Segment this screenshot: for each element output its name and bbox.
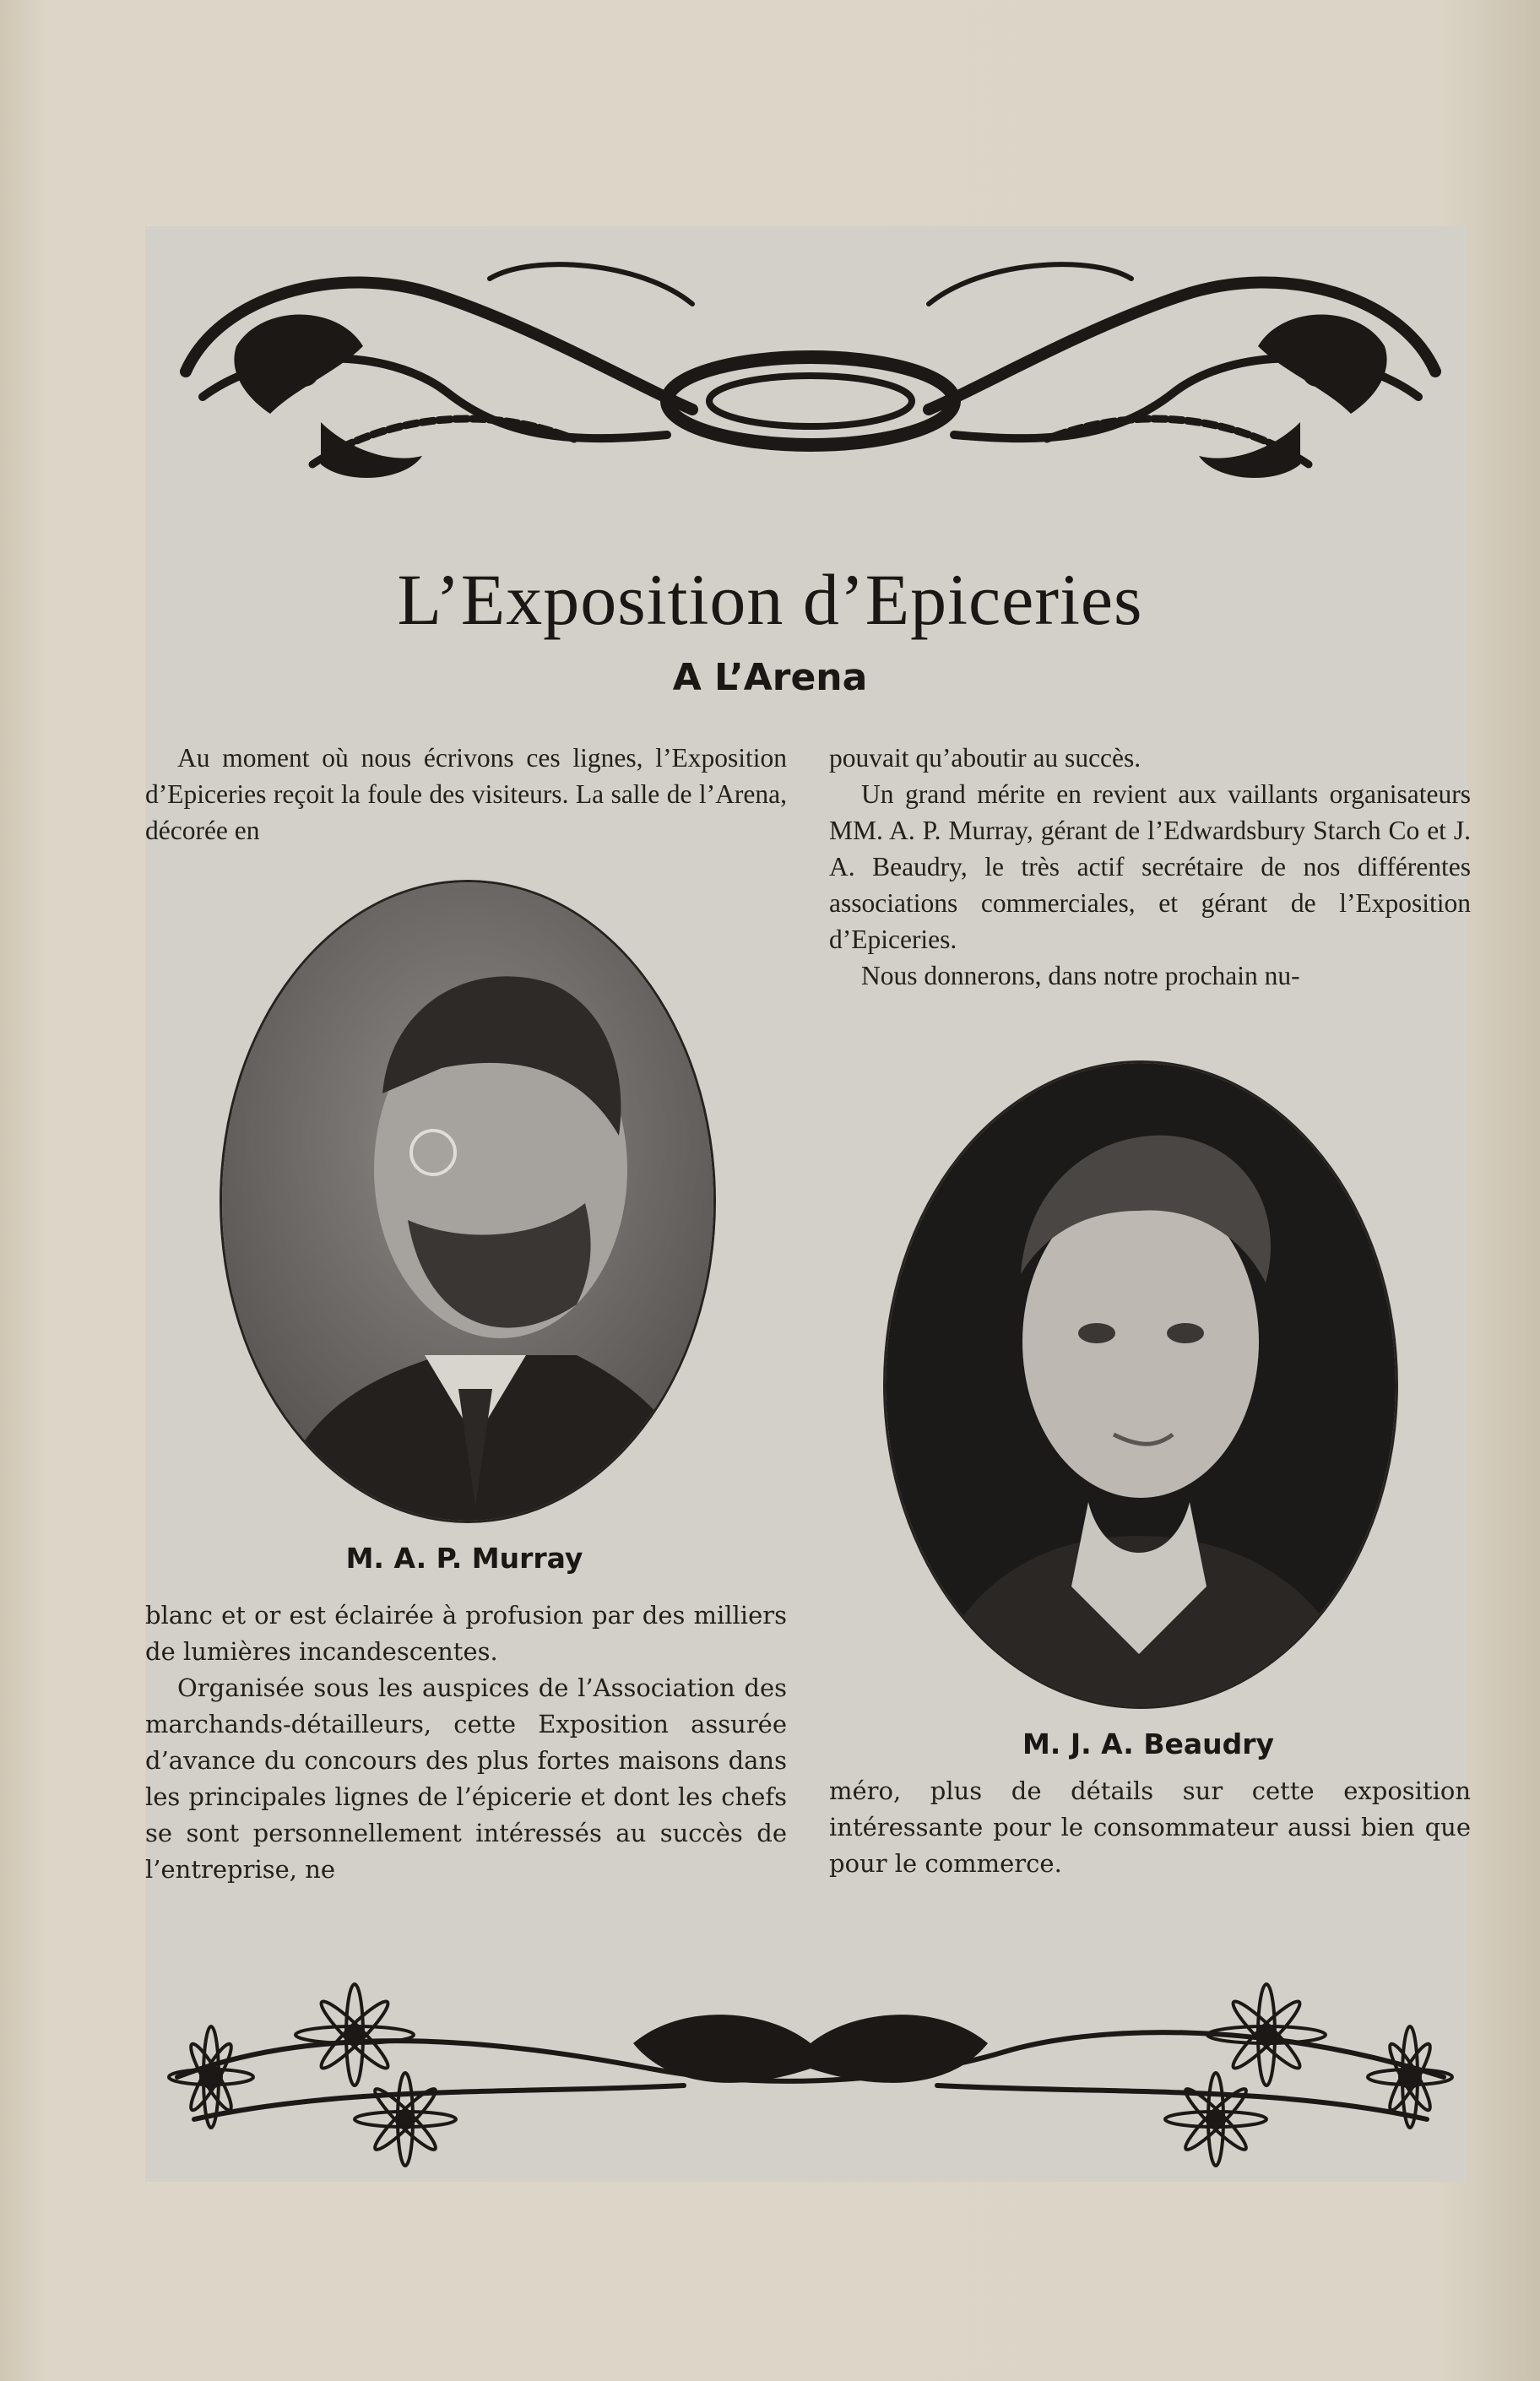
left-paragraph-2: blanc et or est éclairée à profusion par des milliers de lumières incandescentes. xyxy=(145,1601,787,1666)
right-column-continued xyxy=(829,1773,1471,1882)
portrait-beaudry-icon xyxy=(886,1063,1396,1706)
article-subtitle: A L’Arena xyxy=(672,656,868,699)
portrait-murray-icon xyxy=(222,882,713,1521)
right-column-intro xyxy=(829,740,1471,994)
daisy-garland-icon xyxy=(160,1950,1461,2187)
top-ornament xyxy=(169,245,1452,498)
left-column-intro xyxy=(145,740,787,849)
right-paragraph-3: Nous donnerons, dans notre prochain nu- xyxy=(861,961,1300,990)
portrait-beaudry xyxy=(883,1060,1398,1709)
caption-murray: M. A. P. Murray xyxy=(345,1542,583,1575)
scroll-ornament-icon xyxy=(169,245,1452,498)
left-paragraph-1: Au moment où nous écrivons ces lignes, l’Exposition d’Epiceries reçoit la foule des visiteurs. La salle de l’Arena, décorée en xyxy=(145,743,787,845)
left-paragraph-3: Organisée sous les auspices de l’Association des marchands-détailleurs, cette Exposition assurée d’avance du concours des plus fortes maisons dans les principales lignes de l’épicerie et dont les chefs se sont personnellement intéressés au succès de l’entreprise, ne xyxy=(145,1673,787,1884)
right-paragraph-4: méro, plus de détails sur cette exposition intéressante pour le consommateur aussi bien que pour le commerce. xyxy=(829,1776,1471,1878)
right-paragraph-1: pouvait qu’aboutir au succès. xyxy=(829,743,1141,773)
portrait-murray xyxy=(220,880,716,1523)
article-title: L’Exposition d’Epiceries xyxy=(397,559,1143,640)
right-paragraph-2: Un grand mérite en revient aux vaillants organisateurs MM. A. P. Murray, gérant de l’Edwardsbury Starch Co et J. A. Beaudry, le très actif secrétaire de nos différentes associations commerciales, et gérant de l’Exposition d’Epiceries. xyxy=(829,779,1471,954)
caption-beaudry: M. J. A. Beaudry xyxy=(1022,1727,1275,1760)
bottom-ornament xyxy=(160,1950,1461,2187)
left-column-continued xyxy=(145,1597,787,1888)
